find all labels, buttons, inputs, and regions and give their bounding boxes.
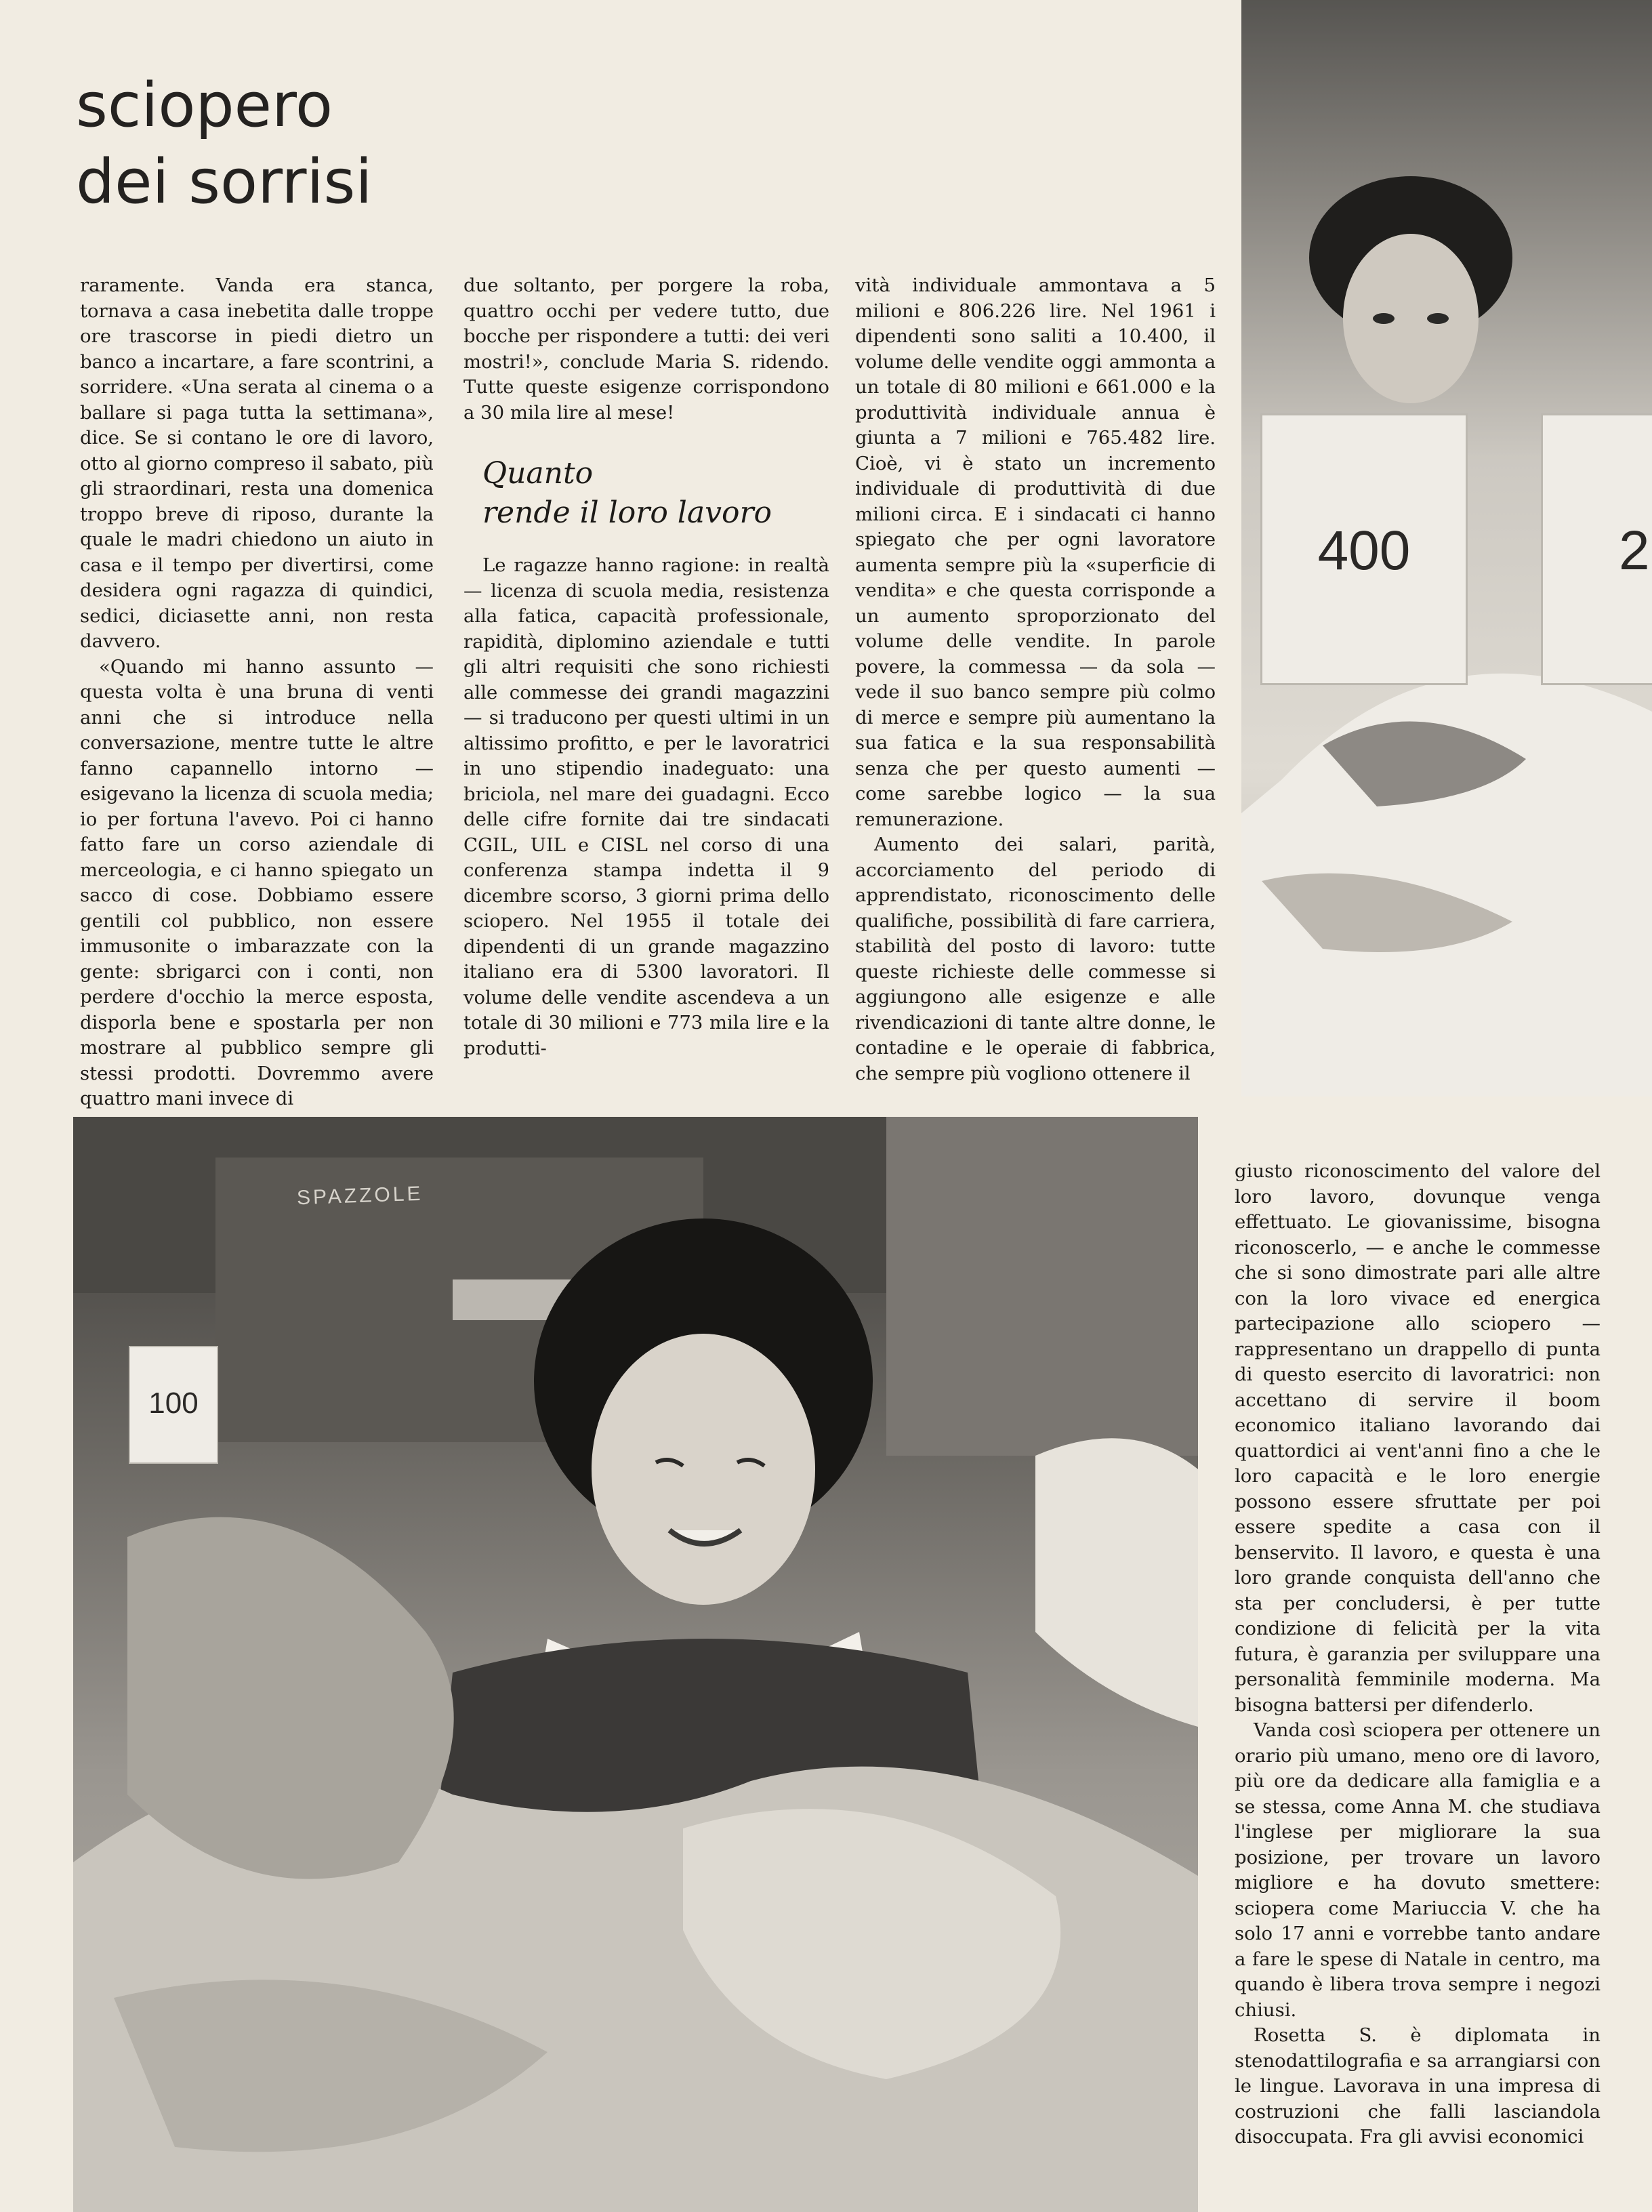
face-shape xyxy=(592,1334,815,1605)
article-title xyxy=(76,68,372,220)
title-line-2: dei sorrisi xyxy=(76,146,373,218)
price-sign-label: 400 xyxy=(1317,520,1411,581)
paragraph: giusto riconoscimento del valore del loro lavoro, dovunque venga effettuato. Le giovanissime, bisogna riconoscerlo, — e anche le commesse che si sono dimostrate pari alle altre con la loro vivace ed energica partecipazione allo sciopero — rappresentano un drappello di punta di questo esercito di lavoratrici: non accettano di servire il boom economico italiano lavorando dai quattordici ai vent'anni fino a che le loro capacità e le loro energie possono essere sfruttate per poi essere spedite a casa con il benservito. Il lavoro, e questa è una loro grande conquista dell'anno che sta per concludersi, è per tutte condizione di felicità per la vita futura, è garanzia per sviluppare una personalità femminile moderna. Ma bisogna battersi per difenderlo. xyxy=(1235,1160,1601,1716)
section-subheading xyxy=(482,454,829,533)
price-sign-100 xyxy=(129,1346,218,1464)
price-sign-partial xyxy=(1541,413,1652,685)
photo-shop-assistant-portrait xyxy=(1241,0,1652,1097)
text-column-3 xyxy=(855,273,1216,1086)
photo-illustration xyxy=(73,1117,1198,2212)
text-column-1 xyxy=(80,273,434,1112)
shelf-label: SPAZZOLE xyxy=(296,1182,424,1210)
paragraph: raramente. Vanda era stanca, tornava a casa inebetita dalle troppe ore trascorse in piedi dietro un banco a incartare, a fare scontrini, a sorridere. «Una serata al cinema o a ballare si paga tutta la settimana», dice. Se si contano le ore di lavoro, otto al giorno compreso il sabato, più gli straordinari, resta una domenica troppo breve di riposo, durante la quale le madri chiedono un aiuto in casa e il tempo per divertirsi, come desidera ogni ragazza di quindici, sedici, diciasette anni, non resta davvero. xyxy=(80,274,434,652)
paragraph: Vanda così sciopera per ottenere un orario più umano, meno ore di lavoro, più ore da dedicare alla famiglia e a se stessa, come Anna M. che studiava l'inglese per migliorare la sua posizione, per trovare un lavoro migliore e ha dovuto smettere: sciopera come Mariuccia V. che ha solo 17 anni e vorrebbe tanto andare a fare le spese di Natale in centro, ma quando è libera trova sempre i negozi chiusi. xyxy=(1235,1719,1601,2021)
paragraph: Aumento dei salari, parità, accorciamento del periodo di apprendistato, riconoscimento delle qualifiche, possibilità di fare carriera, stabilità del posto di lavoro: tutte queste richieste delle commesse si aggiungono alle esigenze e alle rivendicazioni di tante altre donne, le contadine e le operaie di fabbrica, che sempre più vogliono ottenere il xyxy=(855,834,1216,1084)
paragraph: Rosetta S. è diplomata in stenodattilografia e sa arrangiarsi con le lingue. Lavorava in una impresa di costruzioni che falli lasciandola disoccupata. Fra gli avvisi economici xyxy=(1235,2024,1601,2148)
price-sign-label: 100 xyxy=(148,1387,199,1420)
text-column-2 xyxy=(463,273,829,1061)
subheading-line-2: rende il loro lavoro xyxy=(482,495,772,530)
photo-shop-assistant-tinsel xyxy=(73,1117,1198,2212)
paragraph: Le ragazze hanno ragione: in realtà — licenza di scuola media, resistenza alla fatica, capacità professionale, rapidità, diplomino aziendale e tutti gli altri requisiti che sono richiesti alle commesse dei grandi magazzini — si traducono per questi ultimi in un altissimo profitto, e per le lavoratrici in uno stipendio inadeguato: una briciola, nel mare dei guadagni. Ecco delle cifre fornite dai tre sindacati CGIL, UIL e CISL nel corso di una conferenza stampa indetta il 9 dicembre scorso, 3 giorni prima dello sciopero. Nel 1955 il totale dei dipendenti di un grande magazzino italiano era di 5300 lavoratori. Il volume delle vendite ascendeva a un totale di 30 milioni e 773 mila lire e la produtti- xyxy=(463,554,829,1059)
face-shape xyxy=(1343,234,1479,403)
paragraph: due soltanto, per porgere la roba, quattro occhi per vedere tutto, due bocche per rispondere a tutti: dei veri mostri!», conclude Maria S. ridendo. Tutte queste esigenze corrispondono a 30 mila lire al mese! xyxy=(463,274,829,424)
price-sign-label: 2 xyxy=(1619,520,1650,581)
subheading-line-1: Quanto xyxy=(482,456,594,491)
paragraph: «Quando mi hanno assunto — questa volta è una bruna di venti anni che si introduce nella conversazione, mentre tutte le altre fanno capannello intorno — esigevano la licenza di scuola media; io per fortuna l'avevo. Poi ci hanno fatto fare un corso aziendale di merceologia, e ci hanno spiegato un sacco di cose. Dobbiamo essere gentili col pubblico, non essere immusonite o imbarazzate con la gente: sbrigarci con i conti, non perdere d'occhio la merce esposta, disporla bene e spostarla per non mostrare al pubblico sempre gli stessi prodotti. Dovremmo avere quattro mani invece di xyxy=(80,655,434,1109)
text-column-4 xyxy=(1235,1159,1601,2150)
price-sign-400 xyxy=(1260,413,1468,685)
paragraph: vità individuale ammontava a 5 milioni e 806.226 lire. Nel 1961 i dipendenti sono saliti a 10.400, il volume delle vendite oggi ammonta a un totale di 80 milioni e 661.000 e la produttività individuale annua è giunta a 7 milioni e 765.482 lire. Cioè, vi è stato un incremento individuale di produttività di due milioni circa. E i sindacati ci hanno spiegato che per ogni lavoratore aumenta sempre più la «superficie di vendita» e che questa corrisponde a un aumento sproporzionato del volume delle vendite. In parole povere, la commessa — da sola — vede il suo banco sempre più colmo di merce e sempre più aumentano la sua fatica e la sua responsabilità senza che per questo aumenti — come sarebbe logico — la sua remunerazione. xyxy=(855,274,1216,830)
title-line-1: sciopero xyxy=(76,70,333,141)
